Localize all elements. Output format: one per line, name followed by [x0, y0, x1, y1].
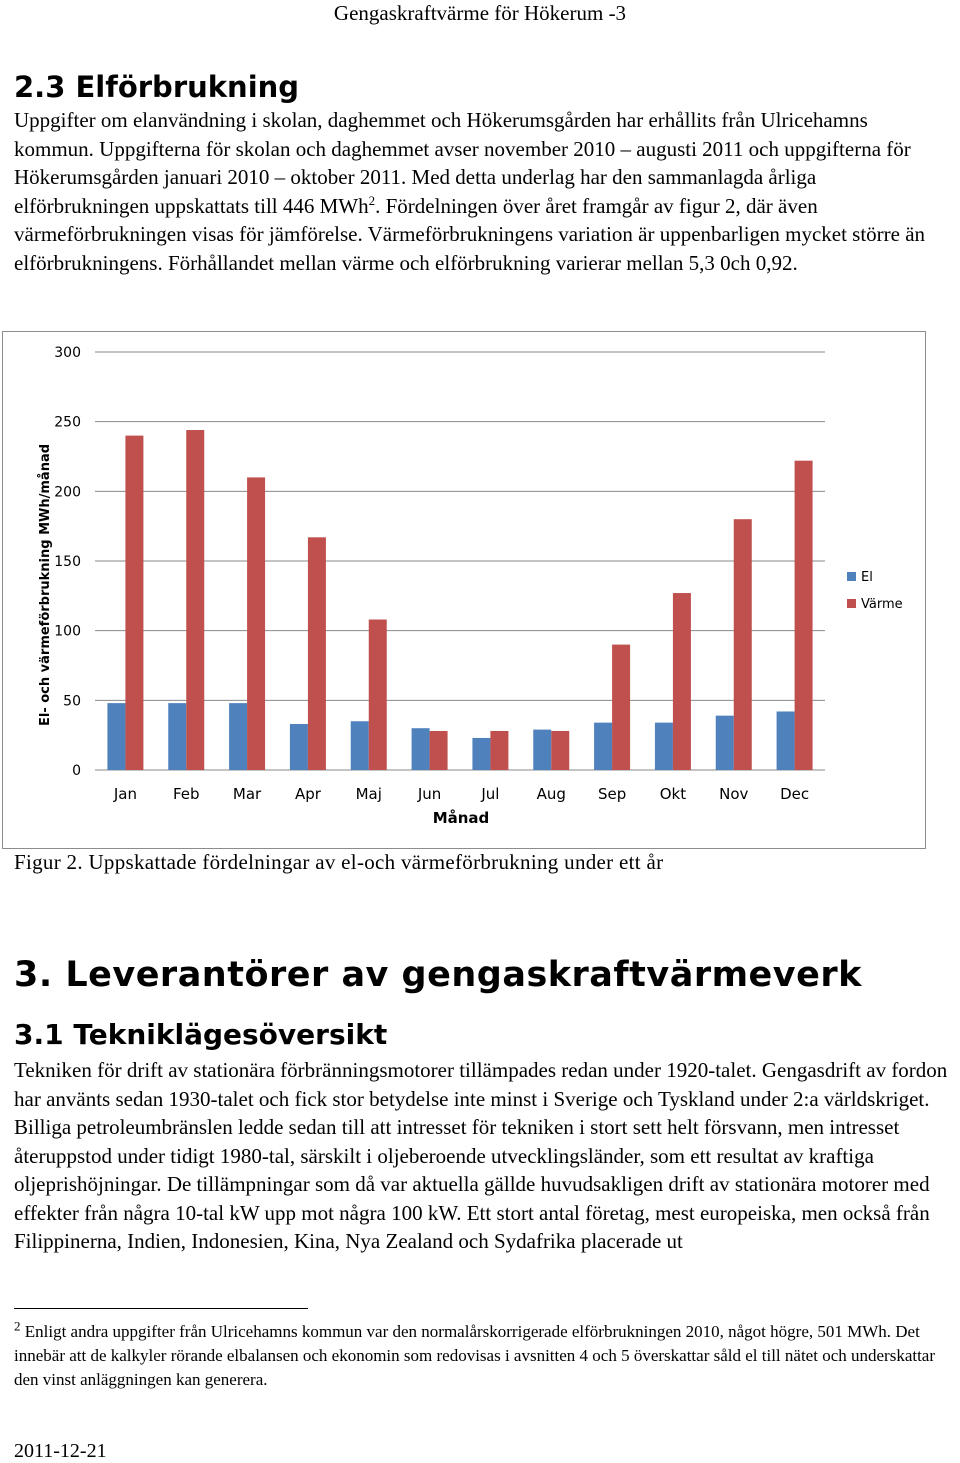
technology-paragraph: Tekniken för drift av stationära förbränningsmotorer tillämpades redan under 1920-talet. Gengasdrift av fordon har använts sedan 1930-talet och fick stor betydelse inte minst i Sverige och Tyskland under 2:a världskriget. Billiga petroleumbränslen ledde sedan till att intresset för tekniken i stort sett helt försvann, men intresset återuppstod under tidigt 1980-tal, särskilt i oljeberoende utvecklingsländer, som ett resultat av kraftiga oljeprishöjningar. De tillämpningar som då var aktuella gällde huvudsakligen drift av stationära motorer med effekter från några 10-tal kW upp mot några 100 kW. Ett stort antal företag, mest europeiska, men också från Filippinerna, Indien, Indonesien, Kina, Nya Zealand och Sydafrika placerade ut [14, 1058, 948, 1253]
chart-legend [847, 570, 903, 612]
bar-värme-aug [551, 731, 569, 770]
x-tick-label: Jul [481, 785, 500, 803]
y-tick-label: 0 [72, 763, 81, 779]
bar-el-jul [472, 738, 490, 770]
section-heading-3-1: 3.1 Tekniklägesöversikt [14, 1018, 388, 1051]
intro-text-a: Uppgifter om elanvändning i skolan, daghemmet och Hökerumsgården har erhållits från Ulricehamns kommun. Uppgifterna för skolan och daghemmet avser november 2010 – augusti 2011 och uppgifterna för Hökerumsgården januari 2010 – oktober 2011. Med detta underlag har den sammanlagda årliga elförbrukningen uppskattats till 446 MWh [14, 108, 911, 218]
bar-el-jun [412, 728, 430, 770]
y-tick-label: 100 [54, 623, 81, 640]
legend-label: El [861, 570, 873, 585]
bar-värme-mar [247, 477, 265, 770]
bar-el-nov [716, 716, 734, 770]
x-tick-label: Sep [597, 785, 627, 803]
x-axis-label: Månad [432, 809, 490, 827]
bar-värme-jun [430, 731, 448, 770]
section-heading-2-3: 2.3 Elförbrukning [14, 70, 300, 104]
footnote-reference[interactable]: 2 [368, 192, 376, 208]
bar-värme-dec [795, 461, 813, 770]
x-tick-label: Aug [536, 785, 566, 803]
y-tick-label: 200 [54, 484, 81, 501]
bar-värme-apr [308, 537, 326, 770]
chart-gridlines [95, 352, 825, 770]
bar-värme-maj [369, 620, 387, 770]
bar-el-dec [777, 711, 795, 770]
legend-swatch-värme [847, 599, 856, 608]
y-axis-label: El- och värmeförbrukning MWh/månad [38, 443, 53, 727]
x-tick-label: Jun [417, 785, 442, 803]
bar-el-jan [107, 703, 125, 770]
footnote-separator [14, 1308, 308, 1309]
x-tick-label: Okt [659, 785, 687, 803]
section-heading-3: 3. Leverantörer av gengaskraftvärmeverk [14, 955, 862, 995]
x-tick-label: Jan [113, 785, 137, 803]
legend-label: Värme [861, 597, 903, 612]
figure-caption: Figur 2. Uppskattade fördelningar av el-och värmeförbrukning under ett år [14, 850, 664, 874]
bar-el-mar [229, 703, 247, 770]
bar-värme-feb [186, 430, 204, 770]
x-tick-label: Mar [232, 785, 262, 803]
page-header: Gengaskraftvärme för Hökerum -3 [333, 1, 627, 25]
bar-el-feb [168, 703, 186, 770]
intro-text-b: . Fördelningen över året framgår av figur 2, där även värmeförbrukningen visas för jämförelse. Värmeförbrukningens variation är uppenbarligen mycket större än elförbrukningens. Förhållandet mellan värme och elförbrukning varierar mellan 5,3 0ch 0,92. [14, 193, 926, 275]
x-tick-label: Dec [780, 785, 810, 803]
bar-el-maj [351, 721, 369, 770]
footnote [14, 1320, 950, 1392]
intro-paragraph [14, 106, 950, 277]
legend-swatch-el [847, 572, 856, 581]
x-tick-label: Nov [719, 785, 749, 803]
chart-frame [2, 331, 926, 849]
footer-date: 2011-12-21 [14, 1440, 107, 1462]
bar-el-okt [655, 723, 673, 770]
x-tick-label: Feb [172, 785, 200, 803]
bar-värme-sep [612, 645, 630, 770]
y-tick-label: 300 [54, 345, 81, 361]
y-tick-label: 150 [54, 554, 81, 570]
footnote-number: 2 [14, 1318, 21, 1334]
bar-värme-jul [490, 731, 508, 770]
bar-el-aug [533, 730, 551, 770]
bar-värme-okt [673, 593, 691, 770]
bar-el-apr [290, 724, 308, 770]
consumption-bar-chart [3, 332, 925, 848]
footnote-text: Enligt andra uppgifter från Ulricehamns kommun var den normalårskorrigerade elförbrukningen 2010, något högre, 501 MWh. Det innebär att de kalkyler rörande elbalansen och ekonomin som redovisas i avsnitten 4 och 5 överskattar såld el till nätet och underskattar den vinst anläggningen kan generera. [14, 1322, 936, 1389]
y-tick-label: 250 [54, 414, 81, 431]
x-tick-label: Apr [294, 785, 321, 803]
bar-värme-jan [125, 436, 143, 770]
chart-bars [107, 430, 812, 770]
x-tick-label: Maj [355, 785, 382, 803]
y-tick-label: 50 [63, 693, 81, 710]
bar-el-sep [594, 723, 612, 770]
bar-värme-nov [734, 519, 752, 770]
